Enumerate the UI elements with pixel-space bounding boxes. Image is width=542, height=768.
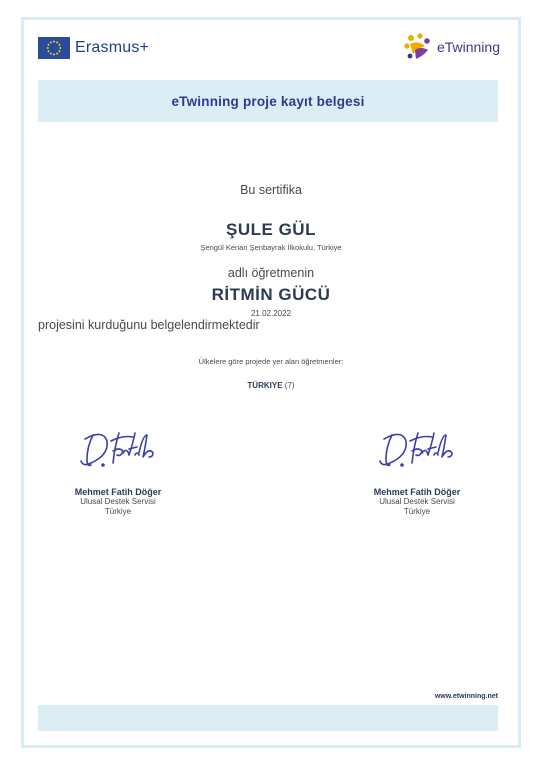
signature-block-left (43, 425, 193, 517)
certificate-date: 21.02.2022 (250, 309, 292, 318)
signature-image (63, 425, 173, 473)
signature-block-right (342, 425, 492, 517)
signatory-name: Mehmet Fatih Döğer (373, 487, 461, 497)
title-banner (38, 80, 498, 122)
countries-intro: Ülkelere göre projede yer alan öğretmenler: (198, 357, 344, 366)
project-name: RİTMİN GÜCÜ (211, 285, 331, 304)
signature-image (362, 425, 472, 473)
certificate-title: eTwinning proje kayıt belgesi (171, 93, 365, 109)
signatory-role: Ulusal Destek Servisi (379, 497, 455, 506)
certificate-statement: projesini kurduğunu belgelendirmektedir (38, 318, 260, 332)
recipient-name: ŞULE GÜL (226, 220, 316, 239)
country-count: (7) (284, 381, 295, 390)
signatory-country: Türkiye (104, 507, 132, 516)
teacher-of-text: adlı öğretmenin (227, 266, 315, 280)
signatory-name: Mehmet Fatih Döğer (74, 487, 162, 497)
intro-text: Bu sertifika (240, 183, 302, 197)
etwinning-mark-icon (401, 32, 435, 62)
etwinning-logo (401, 32, 500, 62)
country-entry (0, 381, 542, 390)
header-logos (38, 37, 500, 67)
country-name: TÜRKIYE (247, 381, 283, 390)
erasmus-logo (38, 37, 149, 59)
signatory-role: Ulusal Destek Servisi (80, 497, 156, 506)
signatory-country: Türkiye (403, 507, 431, 516)
eu-flag-icon (38, 37, 70, 59)
etwinning-logo-text: eTwinning (436, 39, 500, 55)
footer-url: www.etwinning.net (434, 693, 498, 700)
erasmus-logo-text: Erasmus+ (75, 39, 150, 56)
footer-bar (38, 705, 498, 731)
school-name: Şengül Kenan Şenbayrak İlkokulu, Türkiye (200, 243, 342, 252)
